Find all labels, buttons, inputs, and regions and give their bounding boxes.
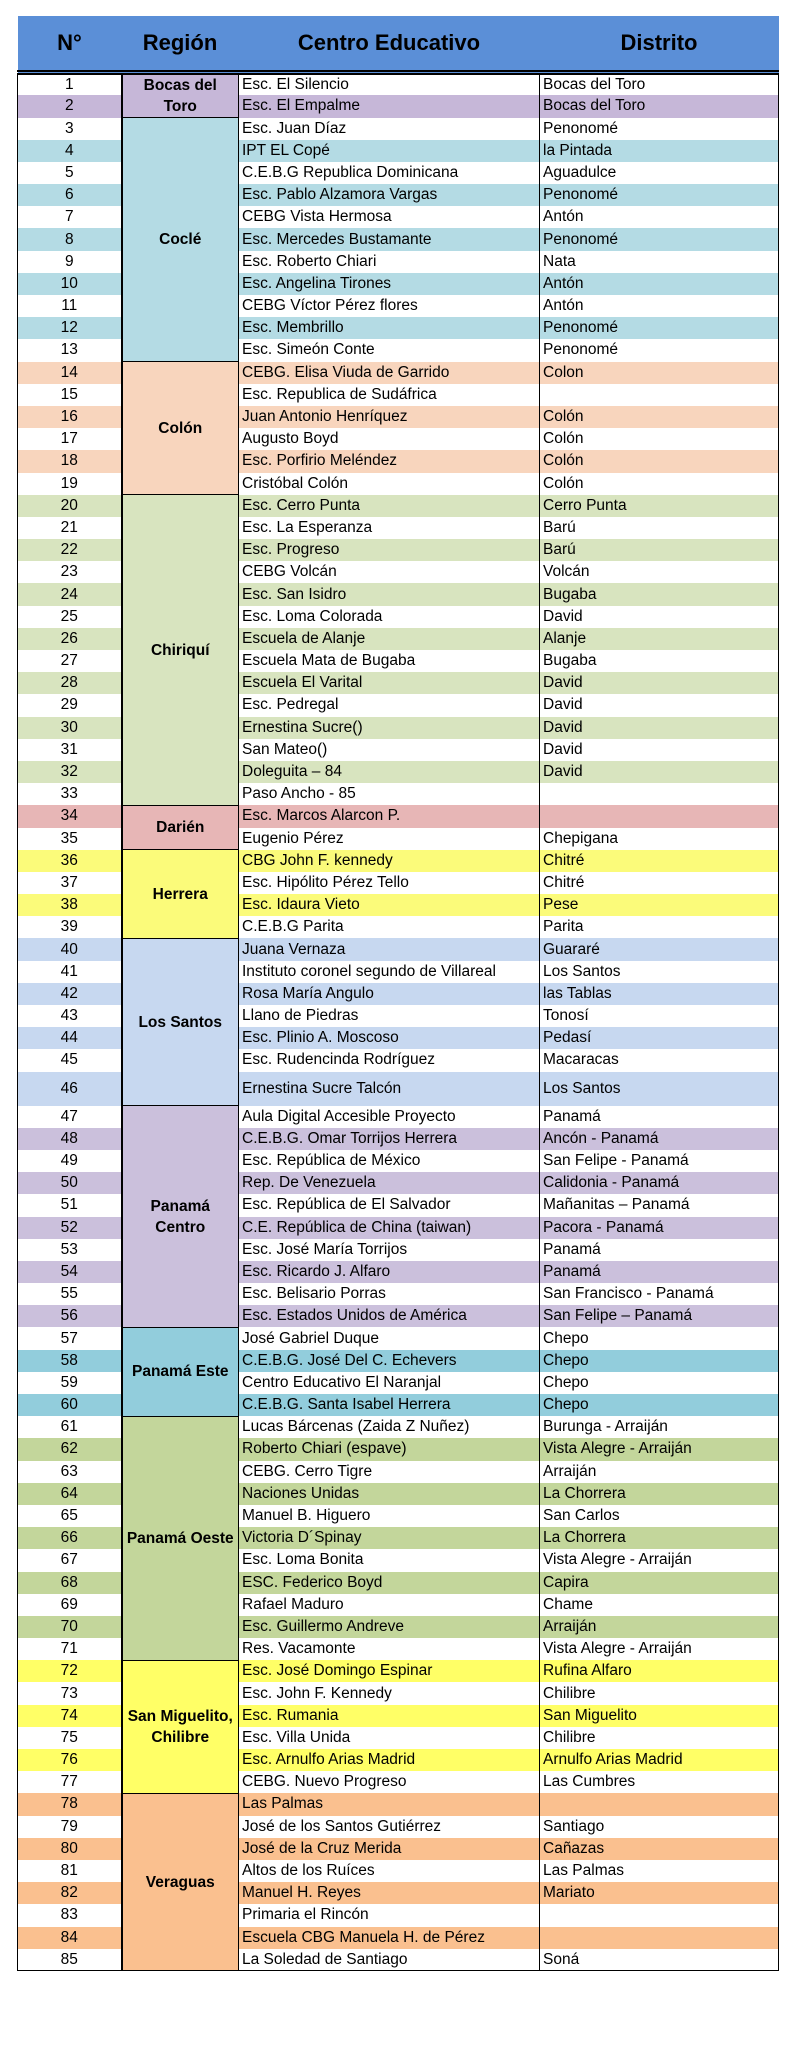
row-number: 65 bbox=[18, 1505, 122, 1527]
centro-educativo-cell: Llano de Piedras bbox=[239, 1005, 540, 1027]
table-row bbox=[18, 118, 779, 140]
centro-educativo-cell: Esc. Villa Unida bbox=[239, 1727, 540, 1749]
centro-educativo-cell: Augusto Boyd bbox=[239, 428, 540, 450]
distrito-cell: San Carlos bbox=[540, 1505, 779, 1527]
distrito-cell bbox=[540, 384, 779, 406]
row-number: 45 bbox=[18, 1049, 122, 1071]
centro-educativo-cell: Paso Ancho - 85 bbox=[239, 783, 540, 805]
centro-educativo-cell: Esc. Arnulfo Arias Madrid bbox=[239, 1749, 540, 1771]
centro-educativo-cell: Esc. Idaura Vieto bbox=[239, 894, 540, 916]
distrito-cell bbox=[540, 783, 779, 805]
row-number: 30 bbox=[18, 717, 122, 739]
centro-educativo-cell: Esc. Angelina Tirones bbox=[239, 273, 540, 295]
centro-educativo-cell: C.E.B.G Parita bbox=[239, 916, 540, 938]
row-number: 70 bbox=[18, 1616, 122, 1638]
row-number: 16 bbox=[18, 406, 122, 428]
row-number: 54 bbox=[18, 1261, 122, 1283]
distrito-cell: Colón bbox=[540, 450, 779, 472]
centro-educativo-cell: Esc. Belisario Porras bbox=[239, 1283, 540, 1305]
centro-educativo-cell: ESC. Federico Boyd bbox=[239, 1572, 540, 1594]
region-cell: Coclé bbox=[122, 118, 239, 362]
distrito-cell: Antón bbox=[540, 295, 779, 317]
distrito-cell: San Francisco - Panamá bbox=[540, 1283, 779, 1305]
centro-educativo-cell: Esc. Simeón Conte bbox=[239, 339, 540, 361]
row-number: 10 bbox=[18, 273, 122, 295]
centro-educativo-cell: Primaria el Rincón bbox=[239, 1904, 540, 1926]
distrito-cell: Barú bbox=[540, 517, 779, 539]
distrito-cell: la Pintada bbox=[540, 140, 779, 162]
centro-educativo-cell: CEBG Volcán bbox=[239, 561, 540, 583]
centro-educativo-cell: Manuel B. Higuero bbox=[239, 1505, 540, 1527]
centro-educativo-cell: Esc. Estados Unidos de América bbox=[239, 1305, 540, 1327]
row-number: 77 bbox=[18, 1771, 122, 1793]
centro-educativo-cell: Juan Antonio Henríquez bbox=[239, 406, 540, 428]
distrito-cell: Macaracas bbox=[540, 1049, 779, 1071]
centro-educativo-cell: Esc. El Empalme bbox=[239, 95, 540, 117]
distrito-cell: David bbox=[540, 694, 779, 716]
row-number: 71 bbox=[18, 1638, 122, 1660]
row-number: 53 bbox=[18, 1239, 122, 1261]
centro-educativo-cell: Esc. República de México bbox=[239, 1150, 540, 1172]
distrito-cell: Bugaba bbox=[540, 650, 779, 672]
centro-educativo-cell: C.E.B.G. Omar Torrijos Herrera bbox=[239, 1128, 540, 1150]
distrito-cell: Las Cumbres bbox=[540, 1771, 779, 1793]
distrito-cell: Panamá bbox=[540, 1106, 779, 1128]
centro-educativo-cell: Escuela Mata de Bugaba bbox=[239, 650, 540, 672]
centro-educativo-cell: Esc. Cerro Punta bbox=[239, 495, 540, 517]
distrito-cell bbox=[540, 805, 779, 827]
distrito-cell: las Tablas bbox=[540, 983, 779, 1005]
row-number: 5 bbox=[18, 162, 122, 184]
centro-educativo-cell: Esc. José María Torrijos bbox=[239, 1239, 540, 1261]
row-number: 31 bbox=[18, 739, 122, 761]
table-row bbox=[18, 1106, 779, 1128]
distrito-cell: Chepo bbox=[540, 1372, 779, 1394]
table-row bbox=[18, 362, 779, 384]
distrito-cell: Vista Alegre - Arraiján bbox=[540, 1549, 779, 1571]
row-number: 48 bbox=[18, 1128, 122, 1150]
centro-educativo-cell: CEBG Víctor Pérez flores bbox=[239, 295, 540, 317]
centro-educativo-cell: Esc. José Domingo Espinar bbox=[239, 1660, 540, 1682]
table-body bbox=[18, 73, 779, 1971]
distrito-cell: San Miguelito bbox=[540, 1705, 779, 1727]
centro-educativo-cell: Esc. Rumania bbox=[239, 1705, 540, 1727]
distrito-cell: Arraiján bbox=[540, 1461, 779, 1483]
distrito-cell: Tonosí bbox=[540, 1005, 779, 1027]
distrito-cell: Volcán bbox=[540, 561, 779, 583]
distrito-cell: Chepo bbox=[540, 1394, 779, 1416]
table-row bbox=[18, 1416, 779, 1438]
distrito-cell: Alanje bbox=[540, 628, 779, 650]
row-number: 50 bbox=[18, 1172, 122, 1194]
row-number: 15 bbox=[18, 384, 122, 406]
centro-educativo-cell: CEBG. Elisa Viuda de Garrido bbox=[239, 362, 540, 384]
distrito-cell: Vista Alegre - Arraiján bbox=[540, 1438, 779, 1460]
centro-educativo-cell: CEBG. Cerro Tigre bbox=[239, 1461, 540, 1483]
header-region: Región bbox=[122, 16, 239, 73]
region-cell: Panamá Oeste bbox=[122, 1416, 239, 1660]
centro-educativo-cell: CEBG. Nuevo Progreso bbox=[239, 1771, 540, 1793]
row-number: 36 bbox=[18, 850, 122, 872]
distrito-cell: Burunga - Arraiján bbox=[540, 1416, 779, 1438]
row-number: 19 bbox=[18, 473, 122, 495]
row-number: 73 bbox=[18, 1682, 122, 1704]
header-row bbox=[18, 16, 779, 73]
table-row bbox=[18, 1327, 779, 1349]
row-number: 66 bbox=[18, 1527, 122, 1549]
centro-educativo-cell: Esc. John F. Kennedy bbox=[239, 1682, 540, 1704]
distrito-cell: Capira bbox=[540, 1572, 779, 1594]
row-number: 83 bbox=[18, 1904, 122, 1926]
region-cell: Veraguas bbox=[122, 1793, 239, 1971]
row-number: 75 bbox=[18, 1727, 122, 1749]
distrito-cell: Los Santos bbox=[540, 961, 779, 983]
row-number: 12 bbox=[18, 317, 122, 339]
centro-educativo-cell: Escuela CBG Manuela H. de Pérez bbox=[239, 1927, 540, 1949]
region-cell: Panamá Centro bbox=[122, 1106, 239, 1328]
centro-educativo-cell: Esc. El Silencio bbox=[239, 73, 540, 96]
row-number: 22 bbox=[18, 539, 122, 561]
centro-educativo-cell: Lucas Bárcenas (Zaida Z Nuñez) bbox=[239, 1416, 540, 1438]
distrito-cell: David bbox=[540, 672, 779, 694]
centro-educativo-cell: Esc. Republica de Sudáfrica bbox=[239, 384, 540, 406]
table-row bbox=[18, 938, 779, 960]
distrito-cell: Barú bbox=[540, 539, 779, 561]
row-number: 57 bbox=[18, 1327, 122, 1349]
row-number: 63 bbox=[18, 1461, 122, 1483]
distrito-cell: Soná bbox=[540, 1949, 779, 1971]
row-number: 11 bbox=[18, 295, 122, 317]
row-number: 34 bbox=[18, 805, 122, 827]
row-number: 29 bbox=[18, 694, 122, 716]
row-number: 69 bbox=[18, 1594, 122, 1616]
row-number: 80 bbox=[18, 1838, 122, 1860]
distrito-cell bbox=[540, 1927, 779, 1949]
distrito-cell: Colon bbox=[540, 362, 779, 384]
row-number: 26 bbox=[18, 628, 122, 650]
schools-table bbox=[17, 16, 779, 1971]
centro-educativo-cell: Esc. Loma Bonita bbox=[239, 1549, 540, 1571]
row-number: 44 bbox=[18, 1027, 122, 1049]
row-number: 47 bbox=[18, 1106, 122, 1128]
row-number: 4 bbox=[18, 140, 122, 162]
row-number: 32 bbox=[18, 761, 122, 783]
distrito-cell: David bbox=[540, 739, 779, 761]
distrito-cell: Aguadulce bbox=[540, 162, 779, 184]
row-number: 55 bbox=[18, 1283, 122, 1305]
row-number: 20 bbox=[18, 495, 122, 517]
centro-educativo-cell: José de los Santos Gutiérrez bbox=[239, 1816, 540, 1838]
distrito-cell: San Felipe – Panamá bbox=[540, 1305, 779, 1327]
distrito-cell: Cañazas bbox=[540, 1838, 779, 1860]
row-number: 62 bbox=[18, 1438, 122, 1460]
distrito-cell: Chepo bbox=[540, 1350, 779, 1372]
region-cell: Darién bbox=[122, 805, 239, 849]
centro-educativo-cell: C.E.B.G Republica Dominicana bbox=[239, 162, 540, 184]
distrito-cell: Colón bbox=[540, 428, 779, 450]
row-number: 59 bbox=[18, 1372, 122, 1394]
centro-educativo-cell: Esc. Pablo Alzamora Vargas bbox=[239, 184, 540, 206]
row-number: 35 bbox=[18, 828, 122, 850]
row-number: 51 bbox=[18, 1194, 122, 1216]
centro-educativo-cell: Esc. Porfirio Meléndez bbox=[239, 450, 540, 472]
distrito-cell: Penonomé bbox=[540, 184, 779, 206]
distrito-cell: Guararé bbox=[540, 938, 779, 960]
centro-educativo-cell: Esc. Juan Díaz bbox=[239, 118, 540, 140]
row-number: 72 bbox=[18, 1660, 122, 1682]
row-number: 56 bbox=[18, 1305, 122, 1327]
row-number: 42 bbox=[18, 983, 122, 1005]
table-row bbox=[18, 73, 779, 96]
centro-educativo-cell: Rosa María Angulo bbox=[239, 983, 540, 1005]
distrito-cell: Penonomé bbox=[540, 339, 779, 361]
distrito-cell: David bbox=[540, 761, 779, 783]
centro-educativo-cell: San Mateo() bbox=[239, 739, 540, 761]
centro-educativo-cell: Roberto Chiari (espave) bbox=[239, 1438, 540, 1460]
row-number: 17 bbox=[18, 428, 122, 450]
row-number: 8 bbox=[18, 228, 122, 250]
centro-educativo-cell: Eugenio Pérez bbox=[239, 828, 540, 850]
centro-educativo-cell: Centro Educativo El Naranjal bbox=[239, 1372, 540, 1394]
distrito-cell: Bugaba bbox=[540, 583, 779, 605]
row-number: 81 bbox=[18, 1860, 122, 1882]
row-number: 39 bbox=[18, 916, 122, 938]
header-number: N° bbox=[18, 16, 122, 73]
row-number: 14 bbox=[18, 362, 122, 384]
centro-educativo-cell: Esc. Loma Colorada bbox=[239, 606, 540, 628]
distrito-cell: Pacora - Panamá bbox=[540, 1217, 779, 1239]
distrito-cell: Vista Alegre - Arraiján bbox=[540, 1638, 779, 1660]
table-header bbox=[18, 16, 779, 73]
distrito-cell: Las Palmas bbox=[540, 1860, 779, 1882]
centro-educativo-cell: Cristóbal Colón bbox=[239, 473, 540, 495]
centro-educativo-cell: José de la Cruz Merida bbox=[239, 1838, 540, 1860]
distrito-cell: Pese bbox=[540, 894, 779, 916]
distrito-cell: Panamá bbox=[540, 1239, 779, 1261]
distrito-cell: Arnulfo Arias Madrid bbox=[540, 1749, 779, 1771]
row-number: 67 bbox=[18, 1549, 122, 1571]
centro-educativo-cell: Altos de los Ruíces bbox=[239, 1860, 540, 1882]
distrito-cell: Cerro Punta bbox=[540, 495, 779, 517]
row-number: 21 bbox=[18, 517, 122, 539]
distrito-cell: La Chorrera bbox=[540, 1483, 779, 1505]
row-number: 2 bbox=[18, 95, 122, 117]
row-number: 40 bbox=[18, 938, 122, 960]
centro-educativo-cell: Res. Vacamonte bbox=[239, 1638, 540, 1660]
row-number: 79 bbox=[18, 1816, 122, 1838]
centro-educativo-cell: CEBG Vista Hermosa bbox=[239, 206, 540, 228]
row-number: 38 bbox=[18, 894, 122, 916]
distrito-cell: Penonomé bbox=[540, 317, 779, 339]
centro-educativo-cell: C.E.B.G. Santa Isabel Herrera bbox=[239, 1394, 540, 1416]
header-distrito: Distrito bbox=[540, 16, 779, 73]
distrito-cell: Los Santos bbox=[540, 1072, 779, 1106]
centro-educativo-cell: Instituto coronel segundo de Villareal bbox=[239, 961, 540, 983]
region-cell: Colón bbox=[122, 362, 239, 495]
centro-educativo-cell: Doleguita – 84 bbox=[239, 761, 540, 783]
centro-educativo-cell: Ernestina Sucre() bbox=[239, 717, 540, 739]
centro-educativo-cell: Rafael Maduro bbox=[239, 1594, 540, 1616]
row-number: 6 bbox=[18, 184, 122, 206]
distrito-cell: Colón bbox=[540, 406, 779, 428]
distrito-cell: San Felipe - Panamá bbox=[540, 1150, 779, 1172]
distrito-cell: Chitré bbox=[540, 850, 779, 872]
centro-educativo-cell: La Soledad de Santiago bbox=[239, 1949, 540, 1971]
row-number: 68 bbox=[18, 1572, 122, 1594]
row-number: 85 bbox=[18, 1949, 122, 1971]
distrito-cell: David bbox=[540, 717, 779, 739]
distrito-cell: Mariato bbox=[540, 1882, 779, 1904]
centro-educativo-cell: Rep. De Venezuela bbox=[239, 1172, 540, 1194]
distrito-cell: La Chorrera bbox=[540, 1527, 779, 1549]
centro-educativo-cell: Juana Vernaza bbox=[239, 938, 540, 960]
distrito-cell: Colón bbox=[540, 473, 779, 495]
distrito-cell: Chitré bbox=[540, 872, 779, 894]
row-number: 33 bbox=[18, 783, 122, 805]
distrito-cell: Antón bbox=[540, 206, 779, 228]
centro-educativo-cell: Esc. Ricardo J. Alfaro bbox=[239, 1261, 540, 1283]
row-number: 37 bbox=[18, 872, 122, 894]
distrito-cell: Calidonia - Panamá bbox=[540, 1172, 779, 1194]
distrito-cell: Arraiján bbox=[540, 1616, 779, 1638]
row-number: 43 bbox=[18, 1005, 122, 1027]
row-number: 3 bbox=[18, 118, 122, 140]
row-number: 7 bbox=[18, 206, 122, 228]
row-number: 28 bbox=[18, 672, 122, 694]
row-number: 25 bbox=[18, 606, 122, 628]
distrito-cell: Bocas del Toro bbox=[540, 95, 779, 117]
centro-educativo-cell: Esc. San Isidro bbox=[239, 583, 540, 605]
centro-educativo-cell: Esc. Roberto Chiari bbox=[239, 251, 540, 273]
centro-educativo-cell: Aula Digital Accesible Proyecto bbox=[239, 1106, 540, 1128]
distrito-cell: Antón bbox=[540, 273, 779, 295]
row-number: 76 bbox=[18, 1749, 122, 1771]
centro-educativo-cell: Ernestina Sucre Talcón bbox=[239, 1072, 540, 1106]
distrito-cell: Bocas del Toro bbox=[540, 73, 779, 96]
distrito-cell: Chepo bbox=[540, 1327, 779, 1349]
centro-educativo-cell: Esc. Progreso bbox=[239, 539, 540, 561]
region-cell: Panamá Este bbox=[122, 1327, 239, 1416]
distrito-cell: Santiago bbox=[540, 1816, 779, 1838]
centro-educativo-cell: Victoria D´Spinay bbox=[239, 1527, 540, 1549]
centro-educativo-cell: Esc. República de El Salvador bbox=[239, 1194, 540, 1216]
region-cell: Herrera bbox=[122, 850, 239, 939]
row-number: 74 bbox=[18, 1705, 122, 1727]
row-number: 1 bbox=[18, 73, 122, 96]
row-number: 24 bbox=[18, 583, 122, 605]
centro-educativo-cell: Esc. Marcos Alarcon P. bbox=[239, 805, 540, 827]
distrito-cell bbox=[540, 1904, 779, 1926]
region-cell: Los Santos bbox=[122, 938, 239, 1105]
distrito-cell: Panamá bbox=[540, 1261, 779, 1283]
table-row bbox=[18, 495, 779, 517]
row-number: 58 bbox=[18, 1350, 122, 1372]
row-number: 61 bbox=[18, 1416, 122, 1438]
table-row bbox=[18, 1793, 779, 1815]
distrito-cell: Chepigana bbox=[540, 828, 779, 850]
centro-educativo-cell: Naciones Unidas bbox=[239, 1483, 540, 1505]
row-number: 49 bbox=[18, 1150, 122, 1172]
row-number: 46 bbox=[18, 1072, 122, 1106]
centro-educativo-cell: Esc. Plinio A. Moscoso bbox=[239, 1027, 540, 1049]
row-number: 84 bbox=[18, 1927, 122, 1949]
centro-educativo-cell: C.E.B.G. José Del C. Echevers bbox=[239, 1350, 540, 1372]
distrito-cell: Parita bbox=[540, 916, 779, 938]
header-centro-educativo: Centro Educativo bbox=[239, 16, 540, 73]
distrito-cell: Mañanitas – Panamá bbox=[540, 1194, 779, 1216]
row-number: 52 bbox=[18, 1217, 122, 1239]
centro-educativo-cell: Escuela El Varital bbox=[239, 672, 540, 694]
distrito-cell: Penonomé bbox=[540, 118, 779, 140]
distrito-cell: Rufina Alfaro bbox=[540, 1660, 779, 1682]
schools-table-container bbox=[17, 16, 778, 1971]
region-cell: San Miguelito, Chilibre bbox=[122, 1660, 239, 1793]
distrito-cell: David bbox=[540, 606, 779, 628]
distrito-cell: Nata bbox=[540, 251, 779, 273]
centro-educativo-cell: IPT EL Copé bbox=[239, 140, 540, 162]
row-number: 82 bbox=[18, 1882, 122, 1904]
distrito-cell: Chilibre bbox=[540, 1682, 779, 1704]
distrito-cell bbox=[540, 1793, 779, 1815]
row-number: 9 bbox=[18, 251, 122, 273]
centro-educativo-cell: CBG John F. kennedy bbox=[239, 850, 540, 872]
centro-educativo-cell: C.E. República de China (taiwan) bbox=[239, 1217, 540, 1239]
distrito-cell: Chilibre bbox=[540, 1727, 779, 1749]
distrito-cell: Penonomé bbox=[540, 228, 779, 250]
centro-educativo-cell: Esc. Mercedes Bustamante bbox=[239, 228, 540, 250]
centro-educativo-cell: Esc. Guillermo Andreve bbox=[239, 1616, 540, 1638]
centro-educativo-cell: Manuel H. Reyes bbox=[239, 1882, 540, 1904]
region-cell: Chiriquí bbox=[122, 495, 239, 806]
row-number: 27 bbox=[18, 650, 122, 672]
centro-educativo-cell: José Gabriel Duque bbox=[239, 1327, 540, 1349]
row-number: 60 bbox=[18, 1394, 122, 1416]
region-cell: Bocas del Toro bbox=[122, 73, 239, 118]
table-row bbox=[18, 1660, 779, 1682]
centro-educativo-cell: Las Palmas bbox=[239, 1793, 540, 1815]
distrito-cell: Ancón - Panamá bbox=[540, 1128, 779, 1150]
centro-educativo-cell: Esc. Rudencinda Rodríguez bbox=[239, 1049, 540, 1071]
row-number: 41 bbox=[18, 961, 122, 983]
table-row bbox=[18, 805, 779, 827]
centro-educativo-cell: Esc. Hipólito Pérez Tello bbox=[239, 872, 540, 894]
row-number: 78 bbox=[18, 1793, 122, 1815]
row-number: 64 bbox=[18, 1483, 122, 1505]
table-row bbox=[18, 850, 779, 872]
distrito-cell: Pedasí bbox=[540, 1027, 779, 1049]
centro-educativo-cell: Esc. Membrillo bbox=[239, 317, 540, 339]
centro-educativo-cell: Esc. Pedregal bbox=[239, 694, 540, 716]
centro-educativo-cell: Esc. La Esperanza bbox=[239, 517, 540, 539]
distrito-cell: Chame bbox=[540, 1594, 779, 1616]
row-number: 23 bbox=[18, 561, 122, 583]
row-number: 18 bbox=[18, 450, 122, 472]
row-number: 13 bbox=[18, 339, 122, 361]
centro-educativo-cell: Escuela de Alanje bbox=[239, 628, 540, 650]
